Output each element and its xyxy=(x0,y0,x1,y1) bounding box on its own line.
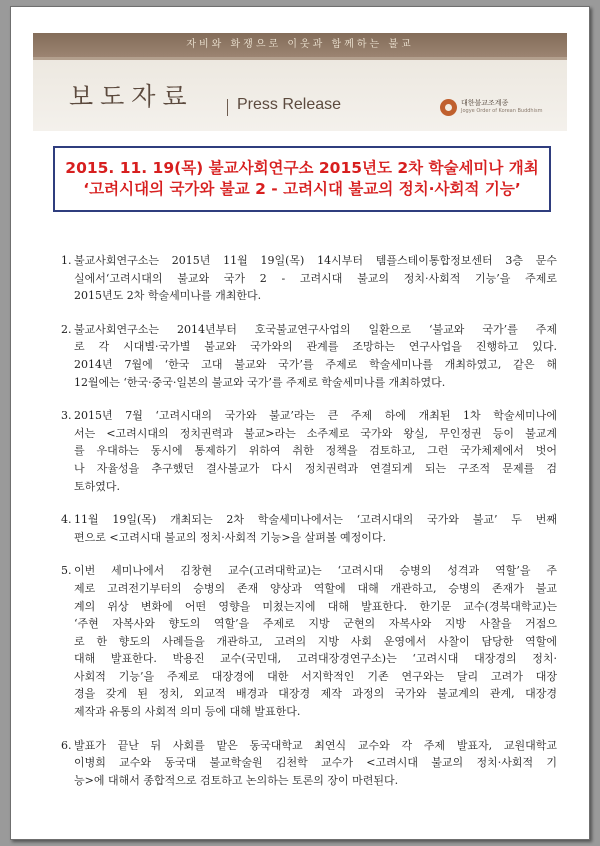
item-text xyxy=(74,252,557,305)
item-text-line: 서는 <고려시대의 정치권력과 불교>라는 소주제로 국가와 왕실, 무인정권 등이 불교계 xyxy=(74,426,557,440)
banner-title: 보도자료 xyxy=(69,82,194,111)
item-text-line: 제로 고려전기부터의 승병의 존재 양상과 역할에 대해 개관하고, 승병의 존재가 불교 xyxy=(74,581,557,595)
item-text-line: 이번 세미나에서 김창현 교수(고려대학교)는 ‘고려시대 승병의 성격과 역할’을 주 xyxy=(74,564,557,578)
item-number: 3. xyxy=(61,409,72,423)
list-item xyxy=(61,252,557,305)
press-body xyxy=(61,252,557,805)
item-text-line: 대해 발표한다. 박용진 교수(국민대, 고려대장경연구소)는 ‘고려시대 대장경의 정치· xyxy=(74,652,557,666)
item-text-line: 편으로 <고려시대 불교의 정치·사회적 기능>을 살펴볼 예정이다. xyxy=(74,530,387,544)
item-text xyxy=(74,737,557,790)
list-item xyxy=(61,407,557,495)
item-number: 6. xyxy=(61,738,72,752)
item-text-line: 2015년도 2차 학술세미나를 개최한다. xyxy=(74,289,262,303)
item-text-line: 를 우대하는 동시에 통제하기 위하여 취한 정책을 검토하고, 그런 국가체제에서 벗어 xyxy=(74,444,557,458)
item-text-line: 이병희 교수와 동국대 불교학술원 김천학 교수가 <고려시대 불교의 정치·사회적 기 xyxy=(74,756,557,770)
item-number: 2. xyxy=(61,322,72,336)
item-text-line: 실에서‘고려시대의 불교와 국가 2 - 고려시대 불교의 정치·사회적 기능’을 주제로 xyxy=(74,271,557,285)
item-text-line: 능>에 대해서 종합적으로 검토하고 논의하는 토론의 장이 마련된다. xyxy=(74,773,399,787)
item-text xyxy=(74,562,557,720)
item-text-line: 토하였다. xyxy=(74,479,121,493)
item-text-line: 불교사회연구소는 2014년부터 호국불교연구사업의 일환으로 ‘불교와 국가’를 주제 xyxy=(74,322,557,336)
list-item xyxy=(61,321,557,391)
item-number: 1. xyxy=(61,254,72,267)
item-text xyxy=(74,407,557,495)
item-text-line: ‘주현 자복사와 향도의 역할’을 주제로 지방 군현의 자복사와 지방 사찰을 거점으 xyxy=(74,617,557,631)
item-text-line: 계의 위상 변화에 어떤 영향을 미쳤는지에 대해 발표한다. 한기문 교수(경북대학교)는 xyxy=(74,599,557,613)
item-text-line: 사회적 기능’을 주제로 대장경에 대한 서지학적인 기존 연구와는 달리 고려가 대장 xyxy=(74,669,557,683)
item-text-line: 제작과 유통의 사회적 의미 등에 대해 발표한다. xyxy=(74,705,301,719)
item-text-line: 로 각 시대별·국가별 불교와 국가와의 관계를 조망하는 연구사업을 진행하고 있다. xyxy=(74,340,557,354)
logo-subname: Jogye Order of Korean Buddhism xyxy=(461,108,543,114)
item-text xyxy=(74,321,557,391)
headline-line-1: 2015. 11. 19(목) 불교사회연구소 2015년도 2차 학술세미나 개최 xyxy=(65,159,539,177)
jogye-logo-icon xyxy=(440,99,457,116)
banner-subtitle: Press Release xyxy=(237,96,342,113)
item-text-line: 2014년 7월에 ‘한국 고대 불교와 국가’를 주제로 학술세미나를 개최하였고, 같은 해 xyxy=(74,357,557,371)
item-text-line: 로 한 향도의 사례들을 개관하고, 고려의 지방 사회 운영에서 사찰이 담당한 역할에 xyxy=(74,634,557,648)
item-text xyxy=(74,511,557,546)
item-text-line: 11월 19일(목) 개최되는 2차 학술세미나에서는 ‘고려시대의 국가와 불교’ 두 번째 xyxy=(74,513,557,527)
logo-text xyxy=(461,99,542,115)
item-text-line: 경을 갖게 된 정치, 외교적 배경과 대장경 제작 과정의 국가와 불교계의 관계, 대장경 xyxy=(74,687,557,701)
item-text-line: 발표가 끝난 뒤 사회를 맡은 동국대학교 최연식 교수와 각 주제 발표자, 교원대학교 xyxy=(74,738,557,752)
logo-name: 대한불교조계종 xyxy=(461,99,509,107)
press-release-banner xyxy=(33,33,567,131)
item-text-line: 불교사회연구소는 2015년 11월 19일(목) 14시부터 템플스테이통합정보센터 3층 문수 xyxy=(74,254,557,267)
item-text-line: 12월에는 ‘한국·중국·일본의 불교와 국가’를 주제로 학술세미나를 개최하였다. xyxy=(74,375,446,389)
banner-divider xyxy=(33,57,567,60)
banner-slogan: 자비와 화쟁으로 이웃과 함께하는 불교 xyxy=(33,33,567,57)
headline-line-2: ‘고려시대의 국가와 불교 2 - 고려시대 불교의 정치·사회적 기능’ xyxy=(83,180,521,198)
item-text-line: 나 자율성을 추구했던 결사불교가 다시 정치권력과 연결되게 되는 구조적 문제를 검 xyxy=(74,461,557,475)
item-number: 5. xyxy=(61,564,72,578)
list-item xyxy=(61,511,557,546)
document-page xyxy=(10,6,590,840)
headline-box xyxy=(53,146,551,212)
item-number: 4. xyxy=(61,513,72,527)
list-item xyxy=(61,737,557,790)
item-text-line: 2015년 7월 ‘고려시대의 국가와 불교’라는 큰 주제 하에 개최된 1차 학술세미나에 xyxy=(74,409,557,423)
list-item xyxy=(61,562,557,720)
title-separator xyxy=(227,99,228,116)
